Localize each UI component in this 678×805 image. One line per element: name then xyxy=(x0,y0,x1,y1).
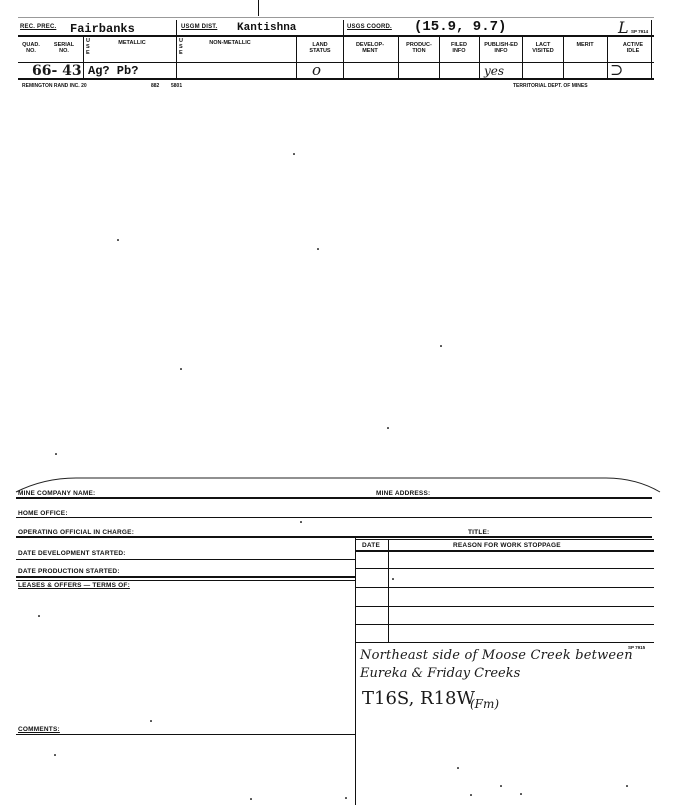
speck xyxy=(387,427,389,429)
speck xyxy=(317,248,319,250)
record-active-idle: ⊃ xyxy=(610,60,624,79)
rule-reason-head xyxy=(356,550,654,552)
speck xyxy=(38,615,40,617)
top-divider-1 xyxy=(176,20,177,79)
rule-comments xyxy=(16,734,356,735)
speck xyxy=(440,345,442,347)
speck xyxy=(300,521,302,523)
speck xyxy=(520,793,522,795)
usgm-dist-value: Kantishna xyxy=(237,22,297,34)
speck xyxy=(55,453,57,455)
col-active-idle: ACTIVE IDLE xyxy=(622,42,644,54)
record-quad-serial: 66- 43 xyxy=(32,63,82,79)
col-divider-serial xyxy=(83,36,84,79)
leases-offers-label: LEASES & OFFERS — TERMS OF: xyxy=(18,582,130,589)
speck xyxy=(293,153,295,155)
speck xyxy=(470,794,472,796)
handwritten-township-note: (Fm) xyxy=(470,697,500,711)
handwritten-location-line2: Eureka & Friday Creeks xyxy=(360,666,521,681)
usgs-coord-value: (15.9, 9.7) xyxy=(414,19,507,35)
handwritten-township: T16S, R18W xyxy=(362,688,476,709)
usgm-dist-label: USGM DIST. xyxy=(181,24,218,30)
record-metallic: Ag? Pb? xyxy=(88,64,139,78)
rule-date-dev xyxy=(16,559,356,560)
top-divider-3 xyxy=(651,20,652,79)
rule-home-office xyxy=(16,517,652,518)
speck xyxy=(345,797,347,799)
title-label: TITLE: xyxy=(468,529,490,536)
col-divider-dev xyxy=(398,36,399,79)
top-tick-mark xyxy=(258,0,259,16)
comments-label: COMMENTS: xyxy=(18,726,60,733)
home-office-label: HOME OFFICE: xyxy=(18,510,68,517)
col-divider-prod xyxy=(439,36,440,79)
usgs-coord-label: USGS COORD. xyxy=(347,24,392,30)
top-form-rule-2 xyxy=(18,62,654,63)
divider-lower-main xyxy=(355,537,356,805)
record-published-info: yes xyxy=(484,64,505,78)
col-quad-no: QUAD. NO. xyxy=(22,42,40,54)
rec-prec-label: REC. PREC. xyxy=(20,24,57,30)
record-land-status: o xyxy=(312,61,322,79)
divider-date-col xyxy=(388,539,389,643)
dept-label: TERRITORIAL DEPT. OF MINES xyxy=(513,83,588,89)
operating-official-label: OPERATING OFFICIAL IN CHARGE: xyxy=(18,529,135,536)
mine-company-name-label: MINE COMPANY NAME: xyxy=(18,490,96,497)
col-divider-filed xyxy=(479,36,480,79)
speck xyxy=(626,785,628,787)
top-divider-2 xyxy=(343,20,344,79)
speck xyxy=(117,239,119,241)
speck xyxy=(250,798,252,800)
top-form-rule-3 xyxy=(18,78,654,80)
col-use-metallic: U S E xyxy=(86,38,90,56)
speck xyxy=(500,785,502,787)
rule-official xyxy=(16,536,652,538)
col-development: DEVELOP-MENT xyxy=(355,42,385,54)
rule-reason-3 xyxy=(356,606,654,607)
reason-col-label: REASON FOR WORK STOPPAGE xyxy=(453,542,561,549)
speck xyxy=(180,368,182,370)
corner-mark: L xyxy=(618,18,629,37)
col-filed-info: FILED INFO xyxy=(451,42,467,54)
col-production: PRODUC-TION xyxy=(406,42,432,54)
col-divider-last xyxy=(563,36,564,79)
rule-reason-5 xyxy=(356,642,654,643)
col-divider-pub xyxy=(522,36,523,79)
rule-reason-1 xyxy=(356,568,654,569)
rule-leases xyxy=(16,580,356,581)
rule-date-prod xyxy=(16,576,356,578)
speck xyxy=(54,754,56,756)
form-number: SP 7914 xyxy=(631,29,649,34)
col-nonmetallic: NON-METALLIC xyxy=(209,40,251,46)
handwritten-location-line1: Northeast side of Moose Creek between xyxy=(360,648,633,663)
form-number-2: SP 7915 xyxy=(628,645,646,650)
rule-reason-top xyxy=(356,539,654,540)
date-prod-started-label: DATE PRODUCTION STARTED: xyxy=(18,568,120,575)
card-tab-outline xyxy=(14,474,664,496)
speck xyxy=(392,578,394,580)
date-dev-started-label: DATE DEVELOPMENT STARTED: xyxy=(18,550,126,557)
printer-label: REMINGTON RAND INC. 20 xyxy=(22,83,87,89)
col-divider-merit xyxy=(607,36,608,79)
rule-company xyxy=(16,497,652,499)
rule-reason-2 xyxy=(356,587,654,588)
col-serial-no: SERIAL NO. xyxy=(53,42,75,54)
rule-reason-4 xyxy=(356,624,654,625)
speck xyxy=(150,720,152,722)
col-metallic: METALLIC xyxy=(118,40,146,46)
col-published-info: PUBLISH-ED INFO xyxy=(484,42,518,54)
date-col-label: DATE xyxy=(362,542,381,549)
col-merit: MERIT xyxy=(576,42,594,48)
mine-address-label: MINE ADDRESS: xyxy=(376,490,431,497)
speck xyxy=(457,767,459,769)
col-last-visited: LACT VISITED xyxy=(532,42,554,54)
printer-code2: 5801 xyxy=(171,83,183,89)
col-divider-land xyxy=(296,36,297,79)
top-form-rule-4 xyxy=(18,17,654,18)
printer-code1: 882 xyxy=(151,83,160,89)
rec-prec-value: Fairbanks xyxy=(70,22,135,36)
col-use-nonmetallic: U S E xyxy=(179,38,183,56)
col-land-status: LAND STATUS xyxy=(309,42,331,54)
